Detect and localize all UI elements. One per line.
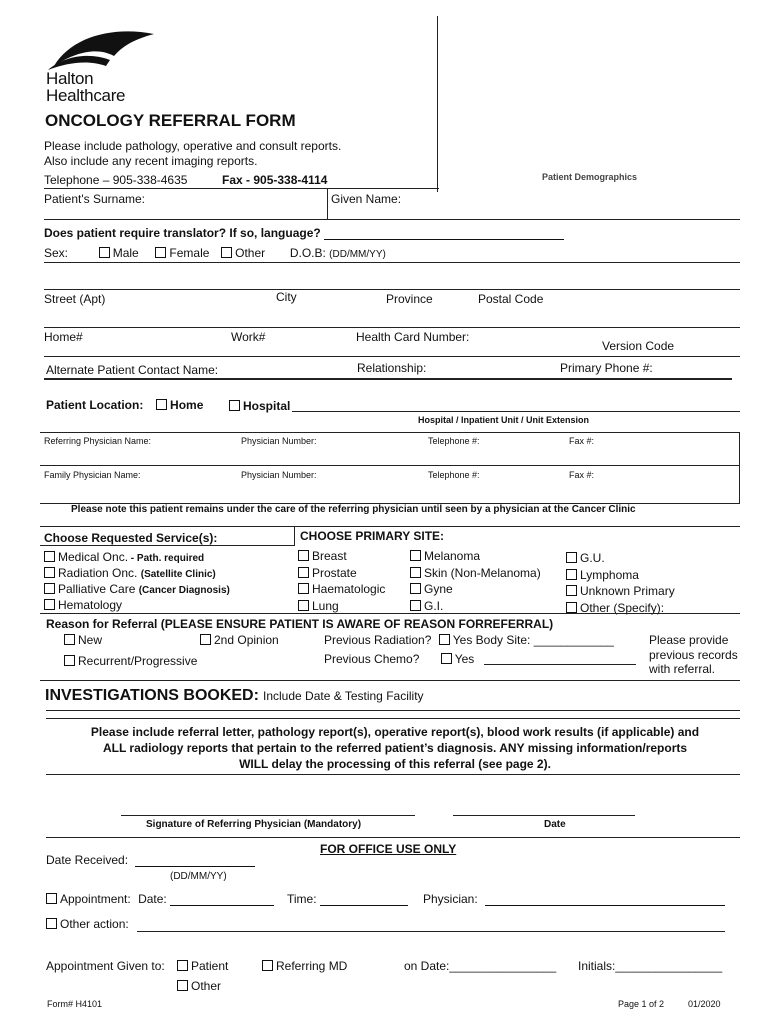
referring-physician-label: Referring Physician Name: bbox=[44, 436, 152, 446]
halton-logo-icon bbox=[44, 26, 164, 72]
given-name-label: Given Name: bbox=[331, 192, 402, 206]
appointment-row: Appointment: Date: bbox=[46, 892, 274, 906]
language-field[interactable] bbox=[324, 228, 564, 240]
site-col2: Melanoma Skin (Non-Melanoma) Gyne G.I. bbox=[410, 548, 541, 614]
services-heading: Choose Requested Service(s): bbox=[44, 531, 218, 545]
site-col3: G.U. Lymphoma Unknown Primary Other (Specify): bbox=[566, 550, 675, 616]
female-label: Female bbox=[169, 246, 210, 260]
gu-checkbox[interactable] bbox=[566, 552, 577, 563]
hospital-location-checkbox[interactable] bbox=[229, 400, 240, 411]
given-to-patient-checkbox[interactable] bbox=[177, 960, 188, 971]
service-radiation: Radiation Onc. (Satellite Clinic) bbox=[44, 566, 216, 580]
investigations-heading: INVESTIGATIONS BOOKED: bbox=[45, 687, 259, 704]
signature-date-label: Date bbox=[544, 819, 566, 830]
translator-question: Does patient require translator? If so, language? bbox=[44, 226, 564, 240]
home-phone-label: Home# bbox=[44, 330, 83, 344]
breast-checkbox[interactable] bbox=[298, 550, 309, 561]
location-label: Patient Location: bbox=[46, 398, 144, 412]
radiation-yes-checkbox[interactable] bbox=[439, 634, 450, 645]
other-sex-checkbox[interactable] bbox=[221, 247, 232, 258]
sex-label: Sex: bbox=[44, 246, 69, 260]
hospital-location bbox=[229, 399, 290, 413]
version-code-label: Version Code bbox=[602, 339, 675, 353]
other-site-checkbox[interactable] bbox=[566, 602, 577, 613]
given-to-referring: Referring MD bbox=[262, 959, 347, 973]
city-label: City bbox=[276, 290, 297, 304]
given-to-referring-checkbox[interactable] bbox=[262, 960, 273, 971]
lung-checkbox[interactable] bbox=[298, 600, 309, 611]
given-to-other-checkbox[interactable] bbox=[177, 980, 188, 991]
form-date: 01/2020 bbox=[688, 999, 721, 1009]
male-checkbox[interactable] bbox=[99, 247, 110, 258]
reason-heading: Reason for Referral (PLEASE ENSURE PATIENT IS AWARE OF REASON FORREFERRAL) bbox=[46, 617, 554, 631]
on-date-field[interactable]: on Date:________________ bbox=[404, 959, 557, 973]
given-to-label: Appointment Given to: bbox=[46, 959, 165, 973]
date-received-row: Date Received: bbox=[46, 853, 255, 867]
primary-phone-label: Primary Phone #: bbox=[560, 361, 653, 375]
other-action-row: Other action: bbox=[46, 917, 129, 931]
ref-physician-number-label: Physician Number: bbox=[241, 436, 317, 446]
haematologic-checkbox[interactable] bbox=[298, 583, 309, 594]
physician-row: Physician: bbox=[423, 892, 725, 906]
office-use-heading: FOR OFFICE USE ONLY bbox=[320, 842, 457, 856]
chemo-yes-checkbox[interactable] bbox=[441, 653, 452, 664]
service-medical: Medical Onc. - Path. required bbox=[44, 550, 204, 564]
intro-line1: Please include pathology, operative and consult reports. bbox=[44, 139, 342, 153]
telephone: Telephone – 905-338-4635 bbox=[44, 173, 188, 187]
records-note: Please provide previous records with referral. bbox=[649, 633, 738, 676]
other-action-checkbox[interactable] bbox=[46, 918, 57, 929]
province-label: Province bbox=[386, 292, 433, 306]
other-sex-label: Other bbox=[235, 246, 266, 260]
time-row: Time: bbox=[287, 892, 408, 906]
sex-row bbox=[44, 246, 386, 260]
ref-fax-label: Fax #: bbox=[569, 436, 595, 446]
site-col1: Breast Prostate Haematologic Lung bbox=[298, 548, 385, 614]
alt-contact-label: Alternate Patient Contact Name: bbox=[46, 363, 219, 377]
hematology-checkbox[interactable] bbox=[44, 599, 55, 610]
intro-line2: Also include any recent imaging reports. bbox=[44, 154, 258, 168]
form-number: Form# H4101 bbox=[47, 999, 103, 1009]
radiation-onc-checkbox[interactable] bbox=[44, 567, 55, 578]
hospital-unit-note: Hospital / Inpatient Unit / Unit Extension bbox=[418, 415, 590, 425]
org-name-line1: Halton bbox=[46, 69, 94, 88]
dob-label: D.O.B: bbox=[289, 246, 326, 260]
logo bbox=[44, 26, 164, 106]
street-label: Street (Apt) bbox=[44, 292, 106, 306]
female-checkbox[interactable] bbox=[155, 247, 166, 258]
fax: Fax - 905-338-4114 bbox=[222, 173, 328, 187]
ref-telephone-label: Telephone #: bbox=[428, 436, 480, 446]
appointment-checkbox[interactable] bbox=[46, 893, 57, 904]
date-received-format: (DD/MM/YY) bbox=[170, 871, 227, 882]
fam-fax-label: Fax #: bbox=[569, 470, 595, 480]
care-note: Please note this patient remains under the care of the referring physician until seen by a physician at the Cancer Clinic bbox=[71, 504, 636, 515]
skin-checkbox[interactable] bbox=[410, 567, 421, 578]
dob-format: (DD/MM/YY) bbox=[329, 249, 386, 260]
male-label: Male bbox=[112, 246, 139, 260]
previous-radiation: Previous Radiation? Yes Body Site: ____________ bbox=[324, 633, 614, 647]
appointment-date-field[interactable] bbox=[170, 893, 274, 906]
appointment-physician-field[interactable] bbox=[485, 893, 725, 906]
melanoma-checkbox[interactable] bbox=[410, 550, 421, 561]
service-hematology: Hematology bbox=[44, 598, 122, 612]
gyne-checkbox[interactable] bbox=[410, 583, 421, 594]
reason-second-opinion: 2nd Opinion bbox=[200, 633, 279, 647]
health-card-label: Health Card Number: bbox=[356, 330, 470, 344]
appointment-time-field[interactable] bbox=[320, 893, 408, 906]
initials-field[interactable]: Initials:________________ bbox=[578, 959, 723, 973]
org-name-line2: Healthcare bbox=[46, 86, 126, 105]
given-to-patient: Patient bbox=[177, 959, 228, 973]
medical-onc-checkbox[interactable] bbox=[44, 551, 55, 562]
location-row bbox=[46, 398, 203, 412]
instructions: Please include referral letter, pathology report(s), operative report(s), blood work results (if applicable) and ALL radiology reports that pertain to the referred patient’s diagnosis. ANY missing information/reports WILL delay the processing of this referral (see page 2). bbox=[90, 725, 700, 771]
recurrent-checkbox[interactable] bbox=[64, 655, 75, 666]
work-phone-label: Work# bbox=[231, 330, 266, 344]
palliative-care-checkbox[interactable] bbox=[44, 583, 55, 594]
date-received-field[interactable] bbox=[135, 854, 255, 867]
prostate-checkbox[interactable] bbox=[298, 567, 309, 578]
lymphoma-checkbox[interactable] bbox=[566, 569, 577, 580]
investigations-note: Include Date & Testing Facility bbox=[263, 689, 424, 703]
reason-new: New bbox=[64, 633, 102, 647]
family-physician-label: Family Physician Name: bbox=[44, 470, 141, 480]
fam-telephone-label: Telephone #: bbox=[428, 470, 480, 480]
primary-site-heading: CHOOSE PRIMARY SITE: bbox=[300, 529, 445, 543]
service-palliative: Palliative Care (Cancer Diagnosis) bbox=[44, 582, 230, 596]
gi-checkbox[interactable] bbox=[410, 600, 421, 611]
previous-chemo: Previous Chemo? Yes bbox=[324, 652, 475, 666]
patient-demographics-label: Patient Demographics bbox=[542, 172, 638, 182]
relationship-label: Relationship: bbox=[357, 361, 427, 375]
surname-label: Patient's Surname: bbox=[44, 192, 146, 206]
form-title: ONCOLOGY REFERRAL FORM bbox=[45, 111, 296, 130]
signature-label: Signature of Referring Physician (Mandatory) bbox=[146, 819, 362, 830]
new-checkbox[interactable] bbox=[64, 634, 75, 645]
postal-code-label: Postal Code bbox=[478, 292, 544, 306]
home-location-label: Home bbox=[170, 398, 204, 412]
home-location-checkbox[interactable] bbox=[156, 399, 167, 410]
fam-physician-number-label: Physician Number: bbox=[241, 470, 317, 480]
given-to-other: Other bbox=[177, 979, 221, 993]
hospital-location-label: Hospital bbox=[243, 399, 291, 413]
page-number: Page 1 of 2 bbox=[618, 999, 665, 1009]
reason-recurrent: Recurrent/Progressive bbox=[64, 654, 197, 668]
second-opinion-checkbox[interactable] bbox=[200, 634, 211, 645]
unknown-primary-checkbox[interactable] bbox=[566, 585, 577, 596]
